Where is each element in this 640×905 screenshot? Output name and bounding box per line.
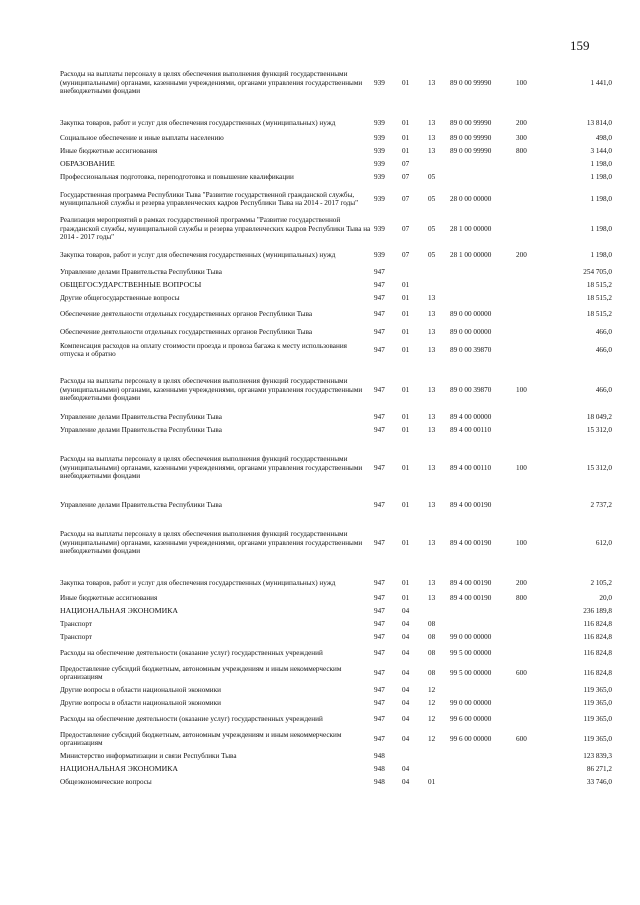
row-section-code: 04 <box>402 699 410 708</box>
row-section-code: 01 <box>402 118 410 127</box>
row-subsection-code: 08 <box>428 648 436 657</box>
budget-table <box>60 70 612 791</box>
row-ved-code: 948 <box>374 765 385 774</box>
row-subsection-code: 13 <box>428 538 436 547</box>
row-section-code: 01 <box>402 501 410 510</box>
row-section-code: 04 <box>402 714 410 723</box>
row-target-article: 89 0 00 39870 <box>450 345 492 354</box>
table-row <box>60 294 612 303</box>
row-amount: 116 824,8 <box>583 648 612 657</box>
row-name: НАЦИОНАЛЬНАЯ ЭКОНОМИКА <box>60 764 179 774</box>
row-amount: 466,0 <box>595 327 612 336</box>
row-amount: 15 312,0 <box>586 463 612 472</box>
row-subsection-code: 13 <box>428 78 436 87</box>
row-expense-type: 200 <box>516 118 527 127</box>
row-expense-type: 800 <box>516 147 527 156</box>
row-target-article: 99 6 00 00000 <box>450 714 492 723</box>
row-section-code: 07 <box>402 194 410 203</box>
table-row <box>60 116 612 130</box>
row-name: ОБРАЗОВАНИЕ <box>60 159 115 169</box>
row-name: Расходы на обеспечение деятельности (оказание услуг) государственных учреждений <box>60 714 323 723</box>
row-name: Расходы на выплаты персоналу в целях обеспечения выполнения функций государственными (муниципальными) органами, казенными учреждениями, органами управления государственными внебюджетными фондами <box>60 377 363 403</box>
row-amount: 2 105,2 <box>590 578 612 587</box>
row-name: НАЦИОНАЛЬНАЯ ЭКОНОМИКА <box>60 606 179 616</box>
row-subsection-code: 13 <box>428 463 436 472</box>
row-amount: 86 271,2 <box>586 765 612 774</box>
row-target-article: 89 0 00 99990 <box>450 134 492 143</box>
row-name: Расходы на выплаты персоналу в целях обеспечения выполнения функций государственными (муниципальными) органами, казенными учреждениями, органами управления государственными внебюджетными фондами <box>60 70 363 96</box>
row-name: Иные бюджетные ассигнования <box>60 594 158 603</box>
row-section-code: 07 <box>402 160 410 169</box>
row-target-article: 28 0 00 00000 <box>450 194 492 203</box>
row-section-code: 04 <box>402 668 410 677</box>
row-ved-code: 948 <box>374 778 385 787</box>
row-name: Транспорт <box>60 620 93 629</box>
table-row <box>60 530 612 556</box>
row-section-code: 04 <box>402 633 410 642</box>
row-ved-code: 947 <box>374 426 385 435</box>
row-amount: 119 365,0 <box>583 699 612 708</box>
row-amount: 15 312,0 <box>586 426 612 435</box>
row-ved-code: 939 <box>374 134 385 143</box>
table-row <box>60 620 612 629</box>
row-ved-code: 947 <box>374 413 385 422</box>
table-row <box>60 216 612 242</box>
table-row <box>60 134 612 143</box>
table-row <box>60 765 612 774</box>
row-amount: 119 365,0 <box>583 734 612 743</box>
row-amount: 1 198,0 <box>590 173 612 182</box>
row-subsection-code: 05 <box>428 250 436 259</box>
row-section-code: 01 <box>402 309 410 318</box>
row-name: Социальное обеспечение и иные выплаты населению <box>60 134 224 143</box>
row-ved-code: 947 <box>374 633 385 642</box>
row-amount: 1 198,0 <box>590 160 612 169</box>
row-ved-code: 947 <box>374 268 385 277</box>
row-target-article: 89 4 00 00110 <box>450 426 492 435</box>
row-target-article: 89 0 00 99990 <box>450 118 492 127</box>
row-section-code: 01 <box>402 538 410 547</box>
table-row <box>60 325 612 339</box>
table-row <box>60 70 612 96</box>
row-section-code: 01 <box>402 294 410 303</box>
row-target-article: 99 6 00 00000 <box>450 734 492 743</box>
row-subsection-code: 13 <box>428 413 436 422</box>
row-expense-type: 600 <box>516 668 527 677</box>
row-name: Министерство информатизации и связи Республики Тыва <box>60 752 237 761</box>
table-row <box>60 646 612 660</box>
row-ved-code: 947 <box>374 620 385 629</box>
row-name: Управление делами Правительства Республики Тыва <box>60 268 222 277</box>
row-amount: 123 839,3 <box>583 752 612 761</box>
row-target-article: 89 0 00 39870 <box>450 385 492 394</box>
table-row <box>60 186 612 212</box>
table-row <box>60 268 612 277</box>
row-subsection-code: 12 <box>428 699 436 708</box>
row-target-article: 89 4 00 00190 <box>450 594 492 603</box>
row-amount: 116 824,8 <box>583 668 612 677</box>
row-expense-type: 100 <box>516 385 527 394</box>
table-row <box>60 594 612 603</box>
row-target-article: 99 5 00 00000 <box>450 668 492 677</box>
row-target-article: 89 0 00 99990 <box>450 147 492 156</box>
row-name: Расходы на выплаты персоналу в целях обеспечения выполнения функций государственными (муниципальными) органами, казенными учреждениями, органами управления государственными внебюджетными фондами <box>60 530 363 556</box>
row-amount: 254 705,0 <box>583 268 612 277</box>
row-section-code: 01 <box>402 385 410 394</box>
row-subsection-code: 13 <box>428 345 436 354</box>
row-ved-code: 947 <box>374 345 385 354</box>
row-amount: 18 049,2 <box>586 413 612 422</box>
row-name: Общеэкономические вопросы <box>60 778 152 787</box>
row-subsection-code: 12 <box>428 734 436 743</box>
row-section-code: 01 <box>402 134 410 143</box>
row-ved-code: 947 <box>374 281 385 290</box>
row-amount: 116 824,8 <box>583 633 612 642</box>
table-row <box>60 307 612 321</box>
row-subsection-code: 05 <box>428 173 436 182</box>
table-row <box>60 343 612 357</box>
row-section-code: 04 <box>402 778 410 787</box>
row-amount: 2 737,2 <box>590 501 612 510</box>
row-section-code: 01 <box>402 78 410 87</box>
row-subsection-code: 12 <box>428 686 436 695</box>
row-amount: 1 198,0 <box>590 194 612 203</box>
row-ved-code: 947 <box>374 578 385 587</box>
row-target-article: 89 0 00 00000 <box>450 327 492 336</box>
row-section-code: 04 <box>402 734 410 743</box>
row-section-code: 01 <box>402 578 410 587</box>
row-amount: 466,0 <box>595 345 612 354</box>
page-number: 159 <box>570 38 590 53</box>
row-subsection-code: 05 <box>428 224 436 233</box>
row-ved-code: 947 <box>374 699 385 708</box>
row-section-code: 04 <box>402 765 410 774</box>
row-section-code: 07 <box>402 224 410 233</box>
row-name: Иные бюджетные ассигнования <box>60 147 158 156</box>
row-name: Компенсация расходов на оплату стоимости проезда и провоза багажа к месту использования отпуска и обратно <box>60 341 347 358</box>
row-amount: 33 746,0 <box>586 778 612 787</box>
row-name: Управление делами Правительства Республики Тыва <box>60 413 222 422</box>
row-target-article: 89 4 00 00190 <box>450 578 492 587</box>
row-amount: 18 515,2 <box>586 309 612 318</box>
table-row <box>60 576 612 590</box>
row-target-article: 99 5 00 00000 <box>450 648 492 657</box>
row-subsection-code: 12 <box>428 714 436 723</box>
row-target-article: 89 4 00 00190 <box>450 501 492 510</box>
table-row <box>60 426 612 435</box>
row-amount: 498,0 <box>595 134 612 143</box>
row-ved-code: 947 <box>374 686 385 695</box>
table-row <box>60 160 612 169</box>
row-amount: 116 824,8 <box>583 620 612 629</box>
row-section-code: 04 <box>402 607 410 616</box>
table-row <box>60 501 612 510</box>
row-amount: 13 814,0 <box>586 118 612 127</box>
row-section-code: 01 <box>402 281 410 290</box>
row-ved-code: 939 <box>374 224 385 233</box>
row-ved-code: 947 <box>374 648 385 657</box>
row-name: Другие общегосударственные вопросы <box>60 294 180 303</box>
row-amount: 466,0 <box>595 385 612 394</box>
table-row <box>60 752 612 761</box>
row-ved-code: 947 <box>374 501 385 510</box>
table-row <box>60 246 612 264</box>
row-amount: 18 515,2 <box>586 281 612 290</box>
row-ved-code: 947 <box>374 734 385 743</box>
row-section-code: 04 <box>402 648 410 657</box>
row-target-article: 28 1 00 00000 <box>450 250 492 259</box>
row-ved-code: 947 <box>374 714 385 723</box>
row-amount: 119 365,0 <box>583 714 612 723</box>
row-ved-code: 947 <box>374 607 385 616</box>
row-expense-type: 600 <box>516 734 527 743</box>
table-row <box>60 173 612 182</box>
row-amount: 3 144,0 <box>590 147 612 156</box>
row-subsection-code: 13 <box>428 118 436 127</box>
row-ved-code: 939 <box>374 78 385 87</box>
row-section-code: 01 <box>402 413 410 422</box>
row-amount: 236 189,8 <box>583 607 612 616</box>
row-amount: 20,0 <box>599 594 612 603</box>
row-subsection-code: 05 <box>428 194 436 203</box>
row-ved-code: 939 <box>374 147 385 156</box>
row-expense-type: 200 <box>516 250 527 259</box>
table-row <box>60 455 612 481</box>
row-ved-code: 939 <box>374 160 385 169</box>
row-name: Другие вопросы в области национальной экономики <box>60 686 221 695</box>
row-amount: 1 441,0 <box>590 78 612 87</box>
row-amount: 1 198,0 <box>590 224 612 233</box>
row-section-code: 07 <box>402 173 410 182</box>
table-row <box>60 699 612 708</box>
row-target-article: 89 4 00 00110 <box>450 463 492 472</box>
table-row <box>60 413 612 422</box>
row-ved-code: 939 <box>374 173 385 182</box>
row-target-article: 28 1 00 00000 <box>450 224 492 233</box>
row-ved-code: 948 <box>374 752 385 761</box>
row-subsection-code: 13 <box>428 501 436 510</box>
row-subsection-code: 08 <box>428 633 436 642</box>
table-row <box>60 778 612 787</box>
row-ved-code: 947 <box>374 538 385 547</box>
row-name: Управление делами Правительства Республики Тыва <box>60 426 222 435</box>
row-subsection-code: 13 <box>428 594 436 603</box>
row-name: Другие вопросы в области национальной экономики <box>60 699 221 708</box>
row-subsection-code: 13 <box>428 327 436 336</box>
row-ved-code: 947 <box>374 463 385 472</box>
row-section-code: 04 <box>402 686 410 695</box>
row-name: Транспорт <box>60 633 93 642</box>
table-row <box>60 686 612 695</box>
row-amount: 1 198,0 <box>590 250 612 259</box>
row-name: Закупка товаров, работ и услуг для обеспечения государственных (муниципальных) нужд <box>60 118 336 127</box>
row-subsection-code: 13 <box>428 578 436 587</box>
row-ved-code: 947 <box>374 385 385 394</box>
row-name: Профессиональная подготовка, переподготовка и повышение квалификации <box>60 173 294 182</box>
row-ved-code: 947 <box>374 594 385 603</box>
row-target-article: 89 4 00 00190 <box>450 538 492 547</box>
row-section-code: 01 <box>402 345 410 354</box>
row-name: Обеспечение деятельности отдельных государственных органов Республики Тыва <box>60 327 313 336</box>
table-row <box>60 712 612 726</box>
row-section-code: 01 <box>402 147 410 156</box>
row-section-code: 07 <box>402 250 410 259</box>
row-section-code: 01 <box>402 463 410 472</box>
row-name: Закупка товаров, работ и услуг для обеспечения государственных (муниципальных) нужд <box>60 250 336 259</box>
row-subsection-code: 13 <box>428 134 436 143</box>
row-name: Обеспечение деятельности отдельных государственных органов Республики Тыва <box>60 309 313 318</box>
row-expense-type: 300 <box>516 134 527 143</box>
row-subsection-code: 13 <box>428 147 436 156</box>
table-row <box>60 666 612 680</box>
row-expense-type: 200 <box>516 578 527 587</box>
row-target-article: 99 0 00 00000 <box>450 699 492 708</box>
row-section-code: 01 <box>402 594 410 603</box>
row-subsection-code: 13 <box>428 294 436 303</box>
row-subsection-code: 08 <box>428 668 436 677</box>
row-amount: 18 515,2 <box>586 294 612 303</box>
row-name: Предоставление субсидий бюджетным, автономным учреждениям и иным некоммерческим организациям <box>60 664 342 681</box>
table-row <box>60 732 612 746</box>
row-name: Закупка товаров, работ и услуг для обеспечения государственных (муниципальных) нужд <box>60 578 336 587</box>
row-subsection-code: 08 <box>428 620 436 629</box>
row-name: Управление делами Правительства Республики Тыва <box>60 501 222 510</box>
row-subsection-code: 13 <box>428 309 436 318</box>
row-name: ОБЩЕГОСУДАРСТВЕННЫЕ ВОПРОСЫ <box>60 280 202 290</box>
row-expense-type: 800 <box>516 594 527 603</box>
row-subsection-code: 13 <box>428 385 436 394</box>
row-name: Реализация мероприятий в рамках государственной программы "Развитие государственной гражданской службы, муниципальной службы и резерва управленческих кадров Республики Тыва на 2014 - 2017 годы" <box>60 216 371 242</box>
table-row <box>60 633 612 642</box>
row-amount: 612,0 <box>595 538 612 547</box>
row-ved-code: 947 <box>374 309 385 318</box>
row-name: Расходы на выплаты персоналу в целях обеспечения выполнения функций государственными (муниципальными) органами, казенными учреждениями, органами управления государственными внебюджетными фондами <box>60 455 363 481</box>
row-target-article: 89 0 00 00000 <box>450 309 492 318</box>
table-row <box>60 377 612 403</box>
row-target-article: 89 0 00 99990 <box>450 78 492 87</box>
row-ved-code: 939 <box>374 194 385 203</box>
row-expense-type: 100 <box>516 463 527 472</box>
row-target-article: 99 0 00 00000 <box>450 633 492 642</box>
row-target-article: 89 4 00 00000 <box>450 413 492 422</box>
row-ved-code: 947 <box>374 294 385 303</box>
row-section-code: 04 <box>402 620 410 629</box>
table-row <box>60 607 612 616</box>
row-expense-type: 100 <box>516 78 527 87</box>
row-section-code: 01 <box>402 426 410 435</box>
table-row <box>60 147 612 156</box>
row-name: Государственная программа Республики Тыва "Развитие государственной гражданской службы, муниципальной службы и резерва управленческих кадров Республики Тыва на 2014 - 2017 годы" <box>60 190 359 207</box>
row-ved-code: 947 <box>374 327 385 336</box>
row-ved-code: 939 <box>374 118 385 127</box>
row-amount: 119 365,0 <box>583 686 612 695</box>
row-subsection-code: 01 <box>428 778 436 787</box>
row-ved-code: 939 <box>374 250 385 259</box>
row-expense-type: 100 <box>516 538 527 547</box>
row-ved-code: 947 <box>374 668 385 677</box>
row-name: Предоставление субсидий бюджетным, автономным учреждениям и иным некоммерческим организациям <box>60 730 342 747</box>
row-subsection-code: 13 <box>428 426 436 435</box>
table-row <box>60 281 612 290</box>
row-name: Расходы на обеспечение деятельности (оказание услуг) государственных учреждений <box>60 648 323 657</box>
row-section-code: 01 <box>402 327 410 336</box>
